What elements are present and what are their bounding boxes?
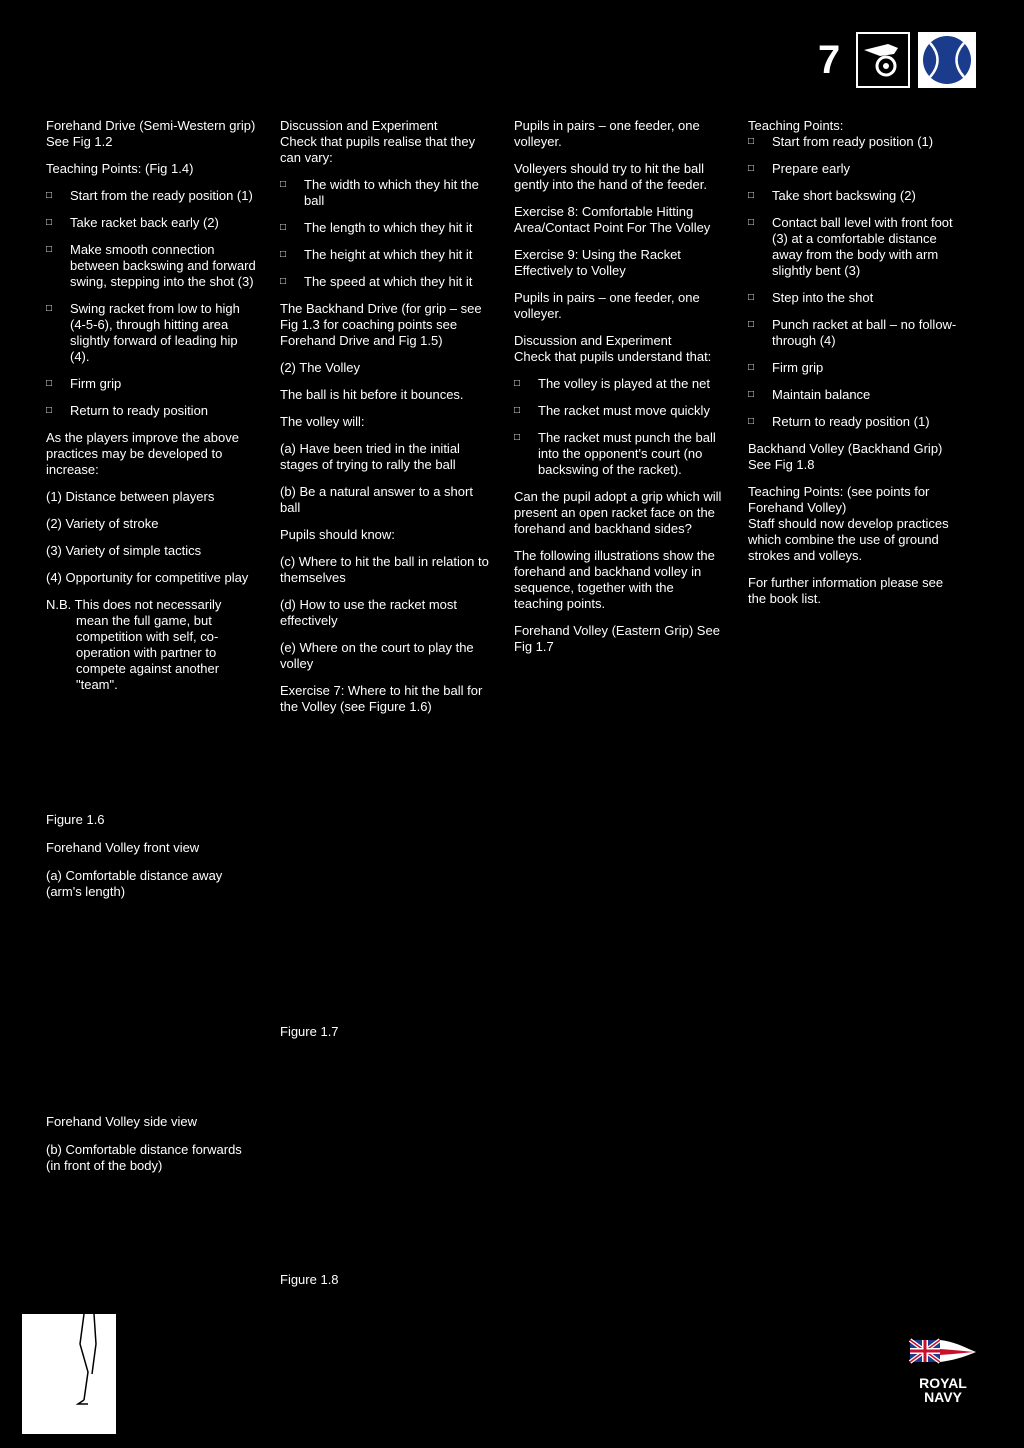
check-text: Check that pupils understand that: — [514, 349, 712, 364]
teaching-points-2: Teaching Points: (see points for Forehand Volley) — [748, 484, 930, 515]
exercise-9: Exercise 9: Using the Racket Effectively to Volley — [514, 247, 681, 278]
list-item: □ Swing racket from low to high (4-5-6), through hitting area slightly forward of leading hip (4). — [46, 301, 256, 365]
pupils-know: Pupils should know: — [280, 527, 395, 542]
column-4 — [748, 118, 958, 618]
list-item: □ Start from the ready position (1) — [46, 188, 256, 204]
backhand-volley-heading: Backhand Volley (Backhand Grip) See Fig 1.8 — [748, 441, 943, 472]
list-item: □ The width to which they hit the ball — [280, 177, 490, 209]
volley-teaching-points — [748, 134, 958, 430]
list-item: □ Take racket back early (2) — [46, 215, 256, 231]
list-item: □ The volley is played at the net — [514, 376, 724, 392]
figure-1-6-label: Figure 1.6 — [46, 812, 105, 827]
volley-a: (a) Have been tried in the initial stages of trying to rally the ball — [280, 441, 460, 472]
staff-text: Staff should now develop practices which combine the use of ground strokes and volleys. — [748, 516, 949, 563]
figure-1-8-label: Figure 1.8 — [280, 1272, 339, 1287]
list-item: □ Return to ready position (1) — [748, 414, 958, 430]
backhand-drive-text: The Backhand Drive (for grip – see Fig 1.3 for coaching points see Forehand Drive and Fig 1.5) — [280, 301, 482, 348]
list-item: □ Make smooth connection between backswing and forward swing, stepping into the shot (3) — [46, 242, 256, 290]
further-info: For further information please see the book list. — [748, 575, 944, 606]
exercise-8: Exercise 8: Comfortable Hitting Area/Contact Point For The Volley — [514, 204, 711, 235]
column-2 — [280, 118, 490, 726]
list-item: □ Punch racket at ball – no follow-through (4) — [748, 317, 958, 349]
volley-b: (b) Be a natural answer to a short ball — [280, 484, 473, 515]
know-e: (e) Where on the court to play the volley — [280, 640, 474, 671]
progress-item: (4) Opportunity for competitive play — [46, 570, 249, 585]
know-d: (d) How to use the racket most effectively — [280, 597, 458, 628]
list-item: □ The speed at which they hit it — [280, 274, 490, 290]
figure-1-6-a-caption: (a) Comfortable distance away (arm's length) — [46, 868, 223, 899]
figure-1-6-side-caption: Forehand Volley side view — [46, 1114, 198, 1129]
column-3 — [514, 118, 724, 666]
list-item: □ Start from ready position (1) — [748, 134, 958, 150]
figure-1-6-b-caption: (b) Comfortable distance forwards (in front of the body) — [46, 1142, 242, 1173]
progress-item: (1) Distance between players — [46, 489, 215, 504]
vary-list — [280, 177, 490, 290]
volley-heading: (2) The Volley — [280, 360, 360, 375]
list-item: □ Contact ball level with front foot (3) at a comfortable distance away from the body with arm slightly bent (3) — [748, 215, 958, 279]
volley-will: The volley will: — [280, 414, 365, 429]
volley-definition: The ball is hit before it bounces. — [280, 387, 464, 402]
player-illustration — [22, 1314, 116, 1434]
teaching-points-label: Teaching Points: (Fig 1.4) — [46, 161, 194, 176]
list-item: □ Firm grip — [46, 376, 256, 392]
list-item: □ Maintain balance — [748, 387, 958, 403]
page-number: 7 — [818, 38, 841, 82]
list-item: □ Step into the shot — [748, 290, 958, 306]
discussion-heading: Discussion and Experiment — [280, 118, 438, 133]
column-1 — [46, 118, 256, 704]
discussion-intro: Check that pupils realise that they can vary: — [280, 134, 476, 165]
list-item: □ Firm grip — [748, 360, 958, 376]
list-item: □ Return to ready position — [46, 403, 256, 419]
exercise-7: Exercise 7: Where to hit the ball for the Volley (see Figure 1.6) — [280, 683, 483, 714]
list-item: □ The racket must move quickly — [514, 403, 724, 419]
list-item: □ The length to which they hit it — [280, 220, 490, 236]
teaching-points-label: Teaching Points: — [748, 118, 844, 133]
whistle-icon — [856, 32, 910, 88]
pairs-text: Pupils in pairs – one feeder, one volleyer. — [514, 290, 700, 321]
forehand-volley-heading: Forehand Volley (Eastern Grip) See Fig 1.7 — [514, 623, 720, 654]
illustrations-text: The following illustrations show the forehand and backhand volley in sequence, together with the teaching points. — [514, 548, 715, 611]
figure-1-6-front-caption: Forehand Volley front view — [46, 840, 200, 855]
list-item: □ Take short backswing (2) — [748, 188, 958, 204]
teaching-points-list — [46, 188, 256, 419]
list-item: □ The height at which they hit it — [280, 247, 490, 263]
progress-item: (3) Variety of simple tactics — [46, 543, 202, 558]
figure-1-7-label: Figure 1.7 — [280, 1024, 339, 1039]
tennis-ball-icon — [918, 32, 976, 88]
list-item: □ Prepare early — [748, 161, 958, 177]
pairs-text: Pupils in pairs – one feeder, one volleyer. — [514, 118, 700, 149]
progress-item: (2) Variety of stroke — [46, 516, 159, 531]
forehand-drive-heading: Forehand Drive (Semi-Western grip) See Fig 1.2 — [46, 118, 256, 149]
know-c: (c) Where to hit the ball in relation to themselves — [280, 554, 489, 585]
volleyers-text: Volleyers should try to hit the ball gently into the hand of the feeder. — [514, 161, 707, 192]
grip-question: Can the pupil adopt a grip which will present an open racket face on the forehand and backhand sides? — [514, 489, 722, 536]
royal-navy-logo-text: ROYAL NAVY — [919, 1375, 967, 1405]
progress-intro: As the players improve the above practices may be developed to increase: — [46, 430, 239, 477]
list-item: □ The racket must punch the ball into the opponent's court (no backswing of the racket). — [514, 430, 724, 478]
nb-note: N.B. This does not necessarily mean the full game, but competition with self, co-operation with partner to compete against another "team". — [46, 597, 222, 692]
discussion-heading: Discussion and Experiment — [514, 333, 672, 348]
volley-understanding-list — [514, 376, 724, 478]
